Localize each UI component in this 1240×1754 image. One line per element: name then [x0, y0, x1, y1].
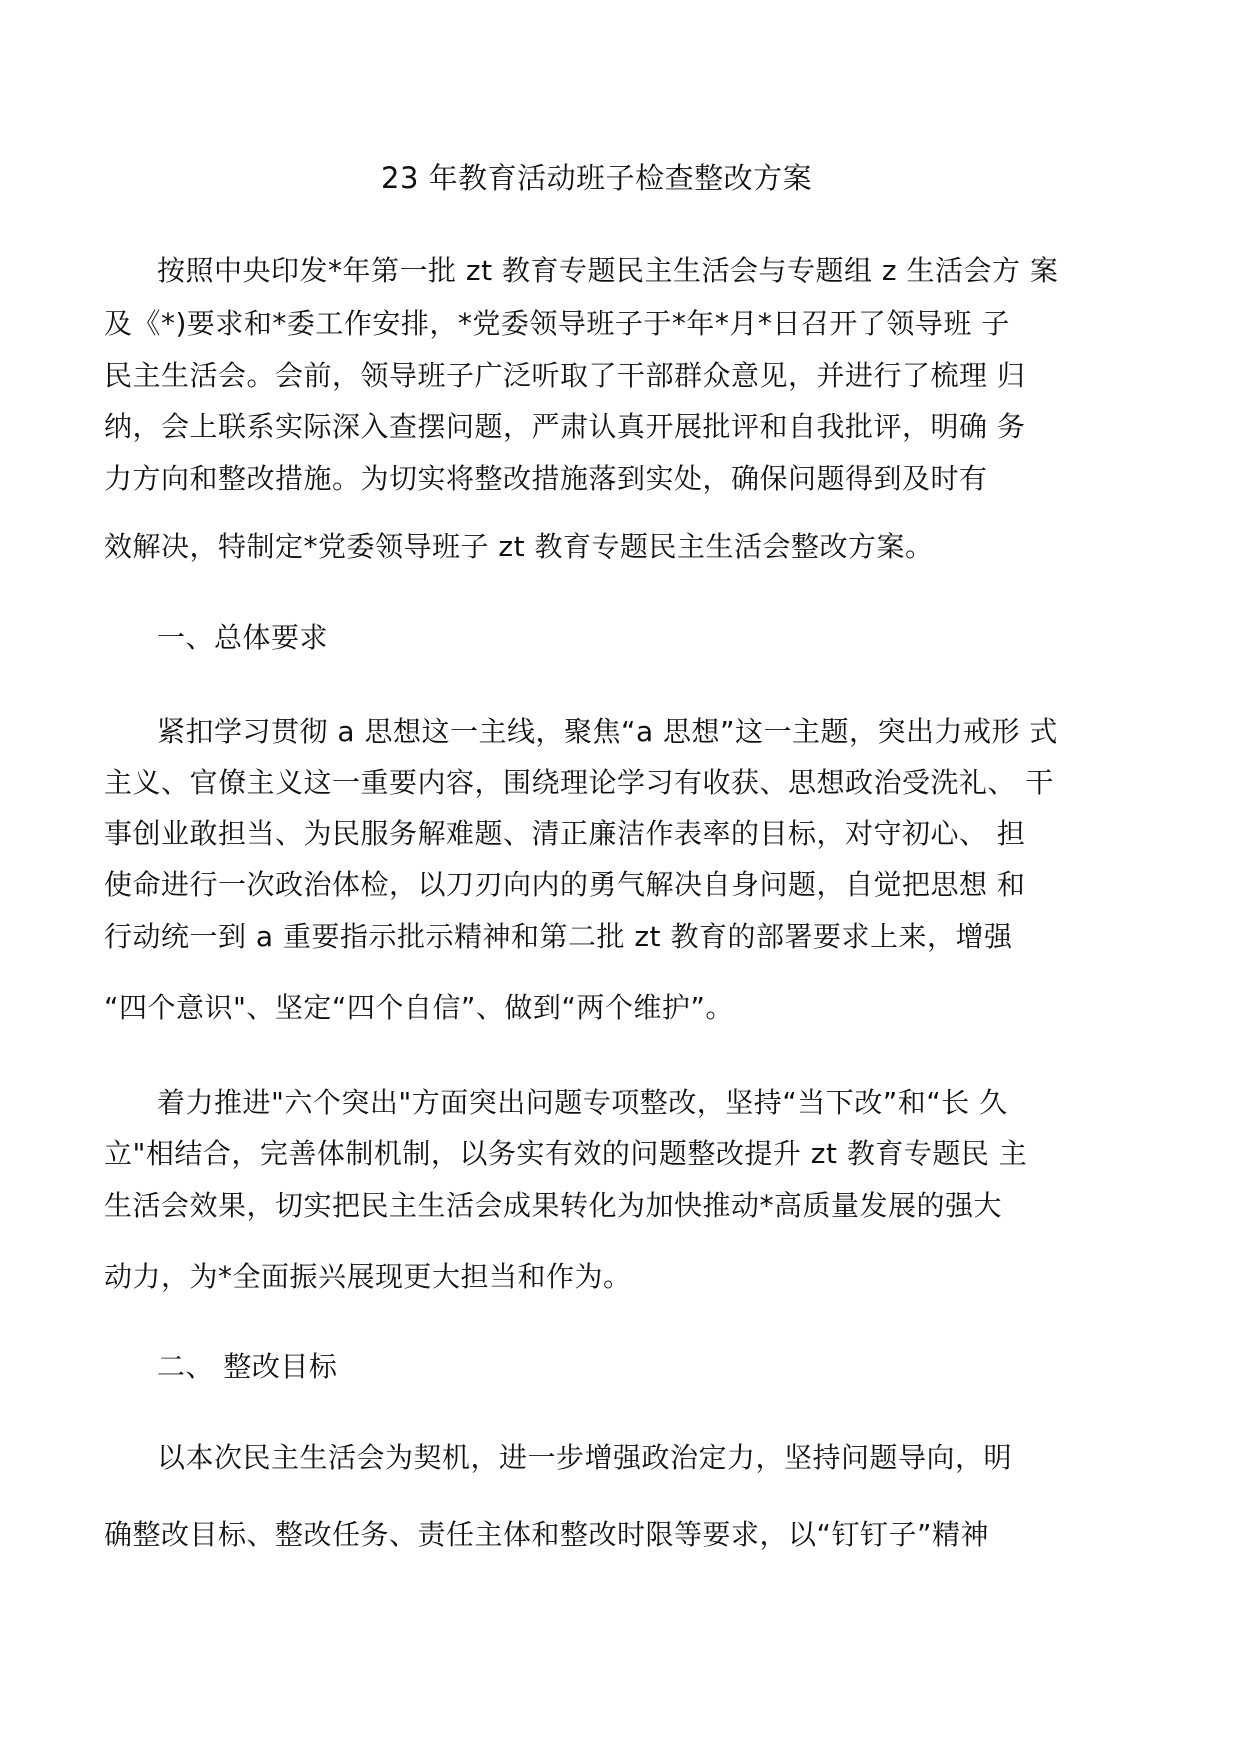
paragraph-2-line-1: 紧扣学习贯彻 a 思想这一主线，聚焦“a 思想”这一主题，突出力戒形 式: [157, 715, 1058, 748]
paragraph-4-line-2: 确整改目标、整改任务、责任主体和整改时限等要求，以“钉钉子”精神: [104, 1518, 990, 1551]
paragraph-2-line-6: “四个意识"、坚定“四个自信”、做到“两个维护”。: [104, 991, 734, 1024]
paragraph-1-line-1: 按照中央印发*年第一批 zt 教育专题民主生活会与专题组 z 生活会方 案: [157, 254, 1059, 287]
document-title: 23 年教育活动班子检查整改方案: [381, 161, 813, 195]
paragraph-3-line-3: 生活会效果，切实把民主生活会成果转化为加快推动*高质量发展的强大: [104, 1189, 1003, 1222]
paragraph-1-line-2: 及《*)要求和*委工作安排，*党委领导班子于*年*月*日召开了领导班 子: [104, 307, 1010, 340]
paragraph-1-line-6: 效解决，特制定*党委领导班子 zt 教育专题民主生活会整改方案。: [104, 530, 934, 563]
paragraph-4-line-1: 以本次民主生活会为契机，进一步增强政治定力，坚持问题导向，明: [157, 1441, 1013, 1474]
section-heading-general-requirements: 一、总体要求: [157, 621, 329, 654]
paragraph-1-line-5: 力方向和整改措施。为切实将整改措施落到实处，确保问题得到及时有: [104, 462, 988, 495]
paragraph-3-line-2: 立"相结合，完善体制机制，以务实有效的问题整改提升 zt 教育专题民 主: [104, 1137, 1028, 1170]
paragraph-1-line-4: 纳，会上联系实际深入查摆问题，严肃认真开展批评和自我批评，明确 务: [104, 410, 1026, 443]
paragraph-2-line-2: 主义、官僚主义这一重要内容，围绕理论学习有收获、思想政治受洗礼、 干: [104, 766, 1054, 799]
paragraph-3-line-4: 动力，为*全面振兴展现更大担当和作为。: [104, 1260, 632, 1293]
paragraph-2-line-3: 事创业敢担当、为民服务解难题、清正廉洁作表率的目标，对守初心、 担: [104, 817, 1026, 850]
paragraph-1-line-3: 民主生活会。会前，领导班子广泛听取了干部群众意见，并进行了梳理 归: [104, 359, 1026, 392]
paragraph-2-line-4: 使命进行一次政治体检，以刀刃向内的勇气解决自身问题，自觉把思想 和: [104, 868, 1026, 901]
paragraph-2-line-5: 行动统一到 a 重要指示批示精神和第二批 zt 教育的部署要求上来，增强: [104, 920, 1013, 953]
section-heading-rectification-goals: 二、 整改目标: [157, 1350, 338, 1383]
paragraph-3-line-1: 着力推进"六个突出"方面突出问题专项整改，坚持“当下改”和“长 久: [157, 1086, 1008, 1119]
